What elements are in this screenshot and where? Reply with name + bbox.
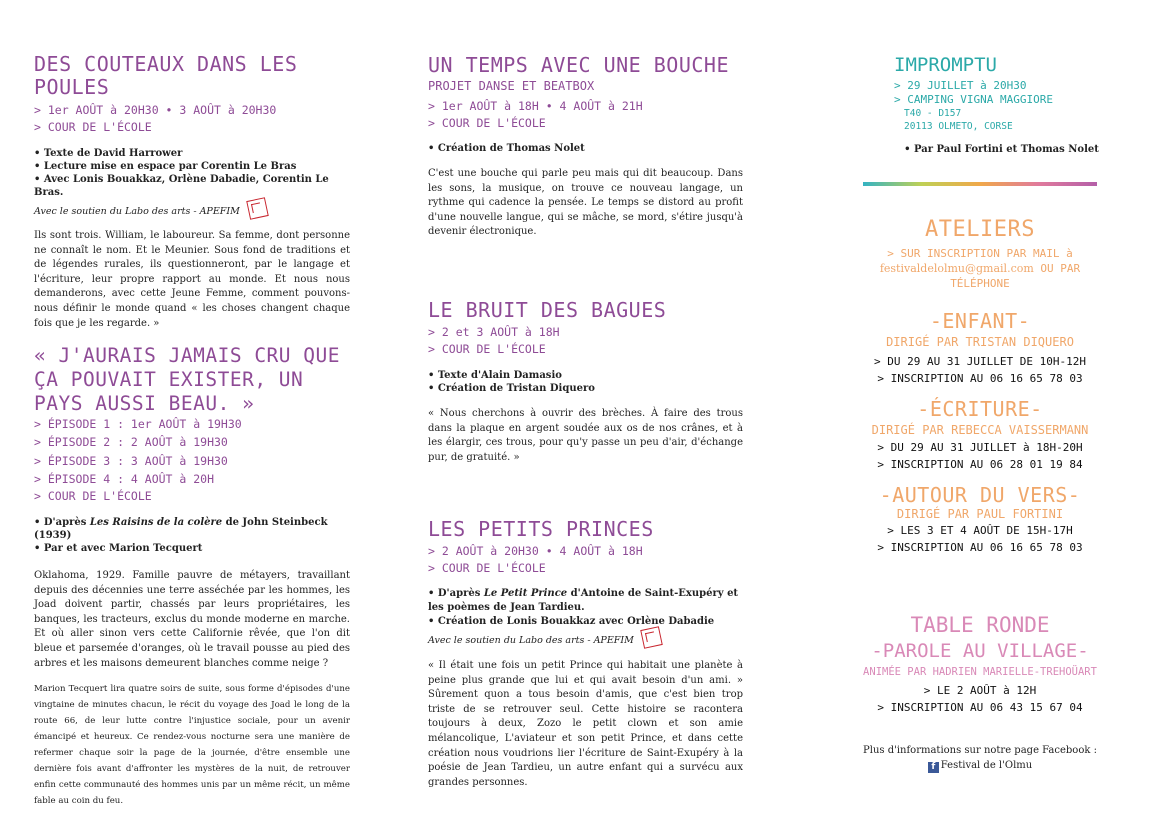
- enfant-phone: > INSCRIPTION AU 06 16 65 78 03: [877, 372, 1083, 385]
- vers-director: DIRIGÉ PAR PAUL FORTINI: [896, 507, 1064, 521]
- table-ronde-phone: > INSCRIPTION AU 06 43 15 67 04: [877, 701, 1083, 714]
- ateliers-title: ATELIERS: [925, 217, 1035, 242]
- show-dates: > 2 et 3 AOÛT à 18H: [428, 325, 560, 339]
- show-bagues: [428, 299, 743, 465]
- show-title: UN TEMPS AVEC UNE BOUCHE: [428, 53, 729, 77]
- show-petits-princes: [428, 518, 743, 790]
- show-description: C'est une bouche qui parle peu mais qui dit beaucoup. Dans les sons, la musique, on trouve ce nouveau langage, un rythme qui cadence la pensée. Le temps se distord au profit d'une nouvelle langue, qui se mâche, se mord, s'étire jusqu'à devenir électronique.: [428, 168, 743, 238]
- enfant-title: -ENFANT-: [929, 309, 1031, 333]
- table-ronde-block: [848, 613, 1112, 716]
- facebook-icon: f: [928, 762, 939, 773]
- show-description: « Nous cherchons à ouvrir des brèches. À faire des trous dans la plaque en argent soudée aux os de nos crânes, et à les élargir, ces trous, pour qu'y passe un peu d'air, d'échange pur, de gratuité. »: [428, 408, 743, 463]
- show-description: Ils sont trois. William, le laboureur. Sa femme, dont personne ne connaît le nom. Et le Meunier. Sous fond de traditions et de légendes rurales, ils questionneront, par le langage et l'écriture, leur propre rapport au monde. Et nous nous demanderons, avec cette Jeune Femme, comment pouvons-nous définir le monde quand « les choses changent chaque fois que je les regarde. »: [34, 230, 350, 329]
- show-title-line2: ÇA POUVAIT EXISTER, UN: [34, 368, 304, 391]
- credit: • Avec Lonis Bouakkaz, Orlène Dabadie, Corentin Le Bras.: [34, 174, 329, 198]
- show-description-2: Marion Tecquert lira quatre soirs de suite, sous forme d'épisodes d'une vingtaine de minutes chacun, le récit du voyage des Joad le long de la route 66, de leur lutte contre l'injustice sociale, pour un avenir émancipé et heureux. Ce rendez-vous nocturne sera une manière de refermer chaque soir la page de la journée, d'être ensemble une dernière fois avant d'affronter les mystères de la nuit, de retrouver enfin cette communauté des hommes unis par un même récit, un même fable au coin du feu.: [34, 684, 350, 807]
- show-title: LE BRUIT DES BAGUES: [428, 298, 667, 322]
- impromptu-block: [894, 54, 1109, 156]
- impromptu-place: > CAMPING VIGNA MAGGIORE: [894, 93, 1053, 106]
- facebook-note: Plus d'informations sur notre page Facebook :: [863, 745, 1097, 756]
- labo-logo-icon: [246, 197, 269, 220]
- episode-3: > ÉPISODE 3 : 3 AOÛT à 19H30: [34, 454, 228, 468]
- enfant-director: DIRIGÉ PAR TRISTAN DIQUERO: [886, 335, 1074, 349]
- ateliers-contact: festivaldelolmu@gmail.com OU PAR TÉLÉPHONE: [879, 262, 1081, 290]
- table-ronde-date: > LE 2 AOÛT à 12H: [923, 684, 1037, 697]
- ateliers-inscription: > SUR INSCRIPTION PAR MAIL à: [887, 247, 1073, 260]
- footer-info: [848, 743, 1112, 773]
- show-place: > COUR DE L'ÉCOLE: [428, 342, 546, 356]
- show-place: > COUR DE L'ÉCOLE: [34, 120, 152, 134]
- show-dates: > 2 AOÛT à 20H30 • 4 AOÛT à 18H: [428, 544, 643, 558]
- vers-phone: > INSCRIPTION AU 06 16 65 78 03: [877, 541, 1083, 554]
- labo-logo-icon: [640, 626, 663, 649]
- credit: • Texte d'Alain Damasio: [428, 370, 562, 381]
- facebook-link[interactable]: f Festival de l'Olmu: [848, 758, 1112, 773]
- show-raisins: [34, 344, 350, 809]
- credit: • Création de Thomas Nolet: [428, 143, 585, 154]
- credit: • Par Paul Fortini et Thomas Nolet: [904, 144, 1099, 155]
- vers-dates: > LES 3 ET 4 AOÛT DE 15H-17H: [887, 524, 1073, 537]
- show-title: « J'AURAIS JAMAIS CRU QUE: [34, 344, 340, 367]
- table-ronde-host: ANIMÉE PAR HADRIEN MARIELLE-TREHOÜART: [863, 666, 1097, 678]
- ecriture-title: -ÉCRITURE-: [917, 397, 1043, 421]
- show-subtitle: PROJET DANSE ET BEATBOX: [428, 79, 595, 93]
- ateliers-block: [848, 217, 1112, 556]
- credit: • D'après Les Raisins de la colère de John Steinbeck (1939): [34, 517, 328, 541]
- support-line: Avec le soutien du Labo des arts - APEFIM: [34, 199, 350, 218]
- show-couteaux: [34, 53, 350, 331]
- vers-title: -AUTOUR DU VERS-: [879, 483, 1081, 507]
- episode-4: > ÉPISODE 4 : 4 AOÛT à 20H: [34, 472, 215, 486]
- show-title: LES PETITS PRINCES: [428, 517, 654, 541]
- show-title-line2: POULES: [34, 75, 110, 99]
- show-description: « Il était une fois un petit Prince qui habitait une planète à peine plus grande que lui et qui avait besoin d'un ami. » Sûrement quon a tous besoin d'amis, que c'est bien trop triste de se retrouver seul. Cette histoire se racontera toujours à deux, Zozo le petit clown et son amie mélancolique, L'aviateur et son petit Prince, et dans cette création nous voudrions lier l'écriture de Saint-Exupéry à la poésie de Jean Tardieu, un autre enfant qui a survécu aux grandes personnes.: [428, 660, 743, 788]
- impromptu-date: > 29 JUILLET à 20H30: [894, 79, 1027, 92]
- credit: • D'après Le Petit Prince d'Antoine de Saint-Exupéry et les poèmes de Jean Tardieu.: [428, 588, 739, 613]
- credit: • Lecture mise en espace par Corentin Le Bras: [34, 161, 297, 172]
- impromptu-address-1: T40 - D157: [904, 108, 962, 119]
- credit: • Par et avec Marion Tecquert: [34, 543, 203, 554]
- ecriture-director: DIRIGÉ PAR REBECCA VAISSERMANN: [871, 423, 1089, 437]
- episode-2: > ÉPISODE 2 : 2 AOÛT à 19H30: [34, 435, 228, 449]
- show-title-line3: PAYS AUSSI BEAU. »: [34, 392, 255, 415]
- ecriture-dates: > DU 29 AU 31 JUILLET à 18H-20H: [877, 441, 1083, 454]
- impromptu-title: IMPROMPTU: [894, 54, 997, 76]
- show-bouche: [428, 54, 743, 240]
- show-place: > COUR DE L'ÉCOLE: [428, 116, 546, 130]
- show-description: Oklahoma, 1929. Famille pauvre de métayers, travaillant depuis des décennies une terre asséchée par les hommes, les Joad doivent partir, chassés par leurs propriétaires, les banques, les tracteurs, exclus du monde moderne en marche. Et où aller sinon vers cette Californie rêvée, que l'on dit bleue et parsemée d'oranges, où le travail pousse au pied des arbres et les maisons demeurent blanches comme neige ?: [34, 570, 350, 669]
- gradient-divider: [863, 182, 1097, 186]
- show-dates: > 1er AOÛT à 20H30 • 3 AOÛT à 20H30: [34, 103, 277, 117]
- show-place: > COUR DE L'ÉCOLE: [34, 489, 152, 503]
- show-dates: > 1er AOÛT à 18H • 4 AOÛT à 21H: [428, 99, 643, 113]
- episode-1: > ÉPISODE 1 : 1er AOÛT à 19H30: [34, 417, 242, 431]
- show-place: > COUR DE L'ÉCOLE: [428, 561, 546, 575]
- show-title: DES COUTEAUX DANS LES: [34, 52, 298, 76]
- table-ronde-subtitle: -PAROLE AU VILLAGE-: [871, 640, 1089, 662]
- support-line: Avec le soutien du Labo des arts - APEFIM: [428, 628, 743, 647]
- credit: • Création de Lonis Bouakkaz avec Orlène Dabadie: [428, 616, 715, 627]
- impromptu-address-2: 20113 OLMETO, CORSE: [904, 121, 1013, 132]
- email-link[interactable]: festivaldelolmu@gmail.com: [879, 262, 1034, 275]
- ecriture-phone: > INSCRIPTION AU 06 28 01 19 84: [877, 458, 1083, 471]
- table-ronde-title: TABLE RONDE: [910, 613, 1050, 637]
- credit: • Texte de David Harrower: [34, 148, 183, 159]
- credit: • Création de Tristan Diquero: [428, 383, 595, 394]
- enfant-dates: > DU 29 AU 31 JUILLET DE 10H-12H: [874, 355, 1086, 368]
